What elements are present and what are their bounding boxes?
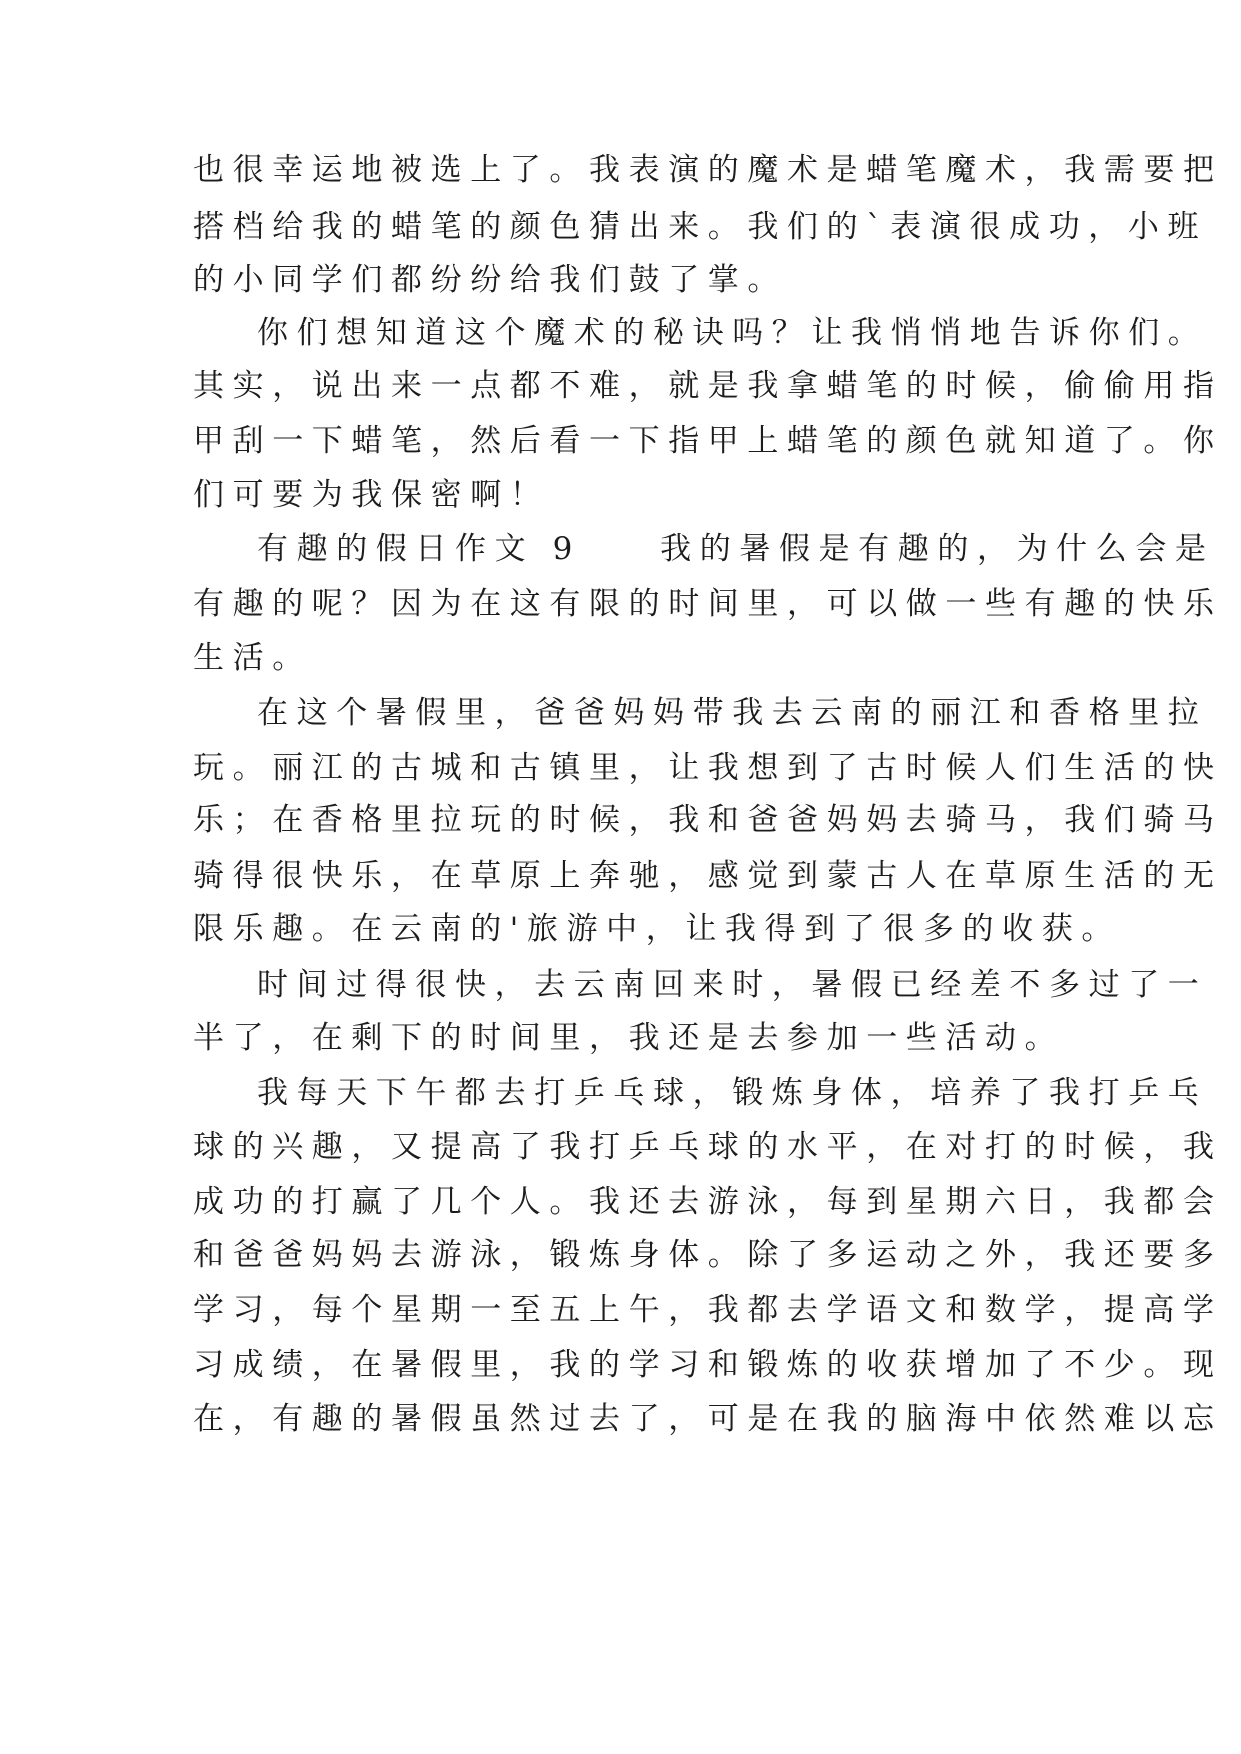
text-line: 骑得很快乐，在草原上奔驰，感觉到蒙古人在草原生活的无 xyxy=(193,858,1223,894)
text-line: 和爸爸妈妈去游泳，锻炼身体。除了多运动之外，我还要多 xyxy=(193,1237,1223,1273)
paragraph-start-line: 我每天下午都去打乒乓球，锻炼身体，培养了我打乒乓 xyxy=(257,1075,1208,1111)
text-line: 乐；在香格里拉玩的时候，我和爸爸妈妈去骑马，我们骑马 xyxy=(193,802,1223,838)
text-line: 其实，说出来一点都不难，就是我拿蜡笔的时候，偷偷用指 xyxy=(193,368,1223,404)
text-line: 球的兴趣，又提高了我打乒乓球的水平，在对打的时候，我 xyxy=(193,1129,1223,1165)
text-line: 有趣的呢？因为在这有限的时间里，可以做一些有趣的快乐 xyxy=(193,586,1223,622)
text-line: 也很幸运地被选上了。我表演的魔术是蜡笔魔术，我需要把 xyxy=(193,152,1223,188)
text-line: 半了，在剩下的时间里，我还是去参加一些活动。 xyxy=(193,1020,1065,1056)
text-line: 甲刮一下蜡笔，然后看一下指甲上蜡笔的颜色就知道了。你 xyxy=(193,423,1223,459)
text-line: 习成绩，在暑假里，我的学习和锻炼的收获增加了不少。现 xyxy=(193,1347,1223,1383)
text-line: 们可要为我保密啊！ xyxy=(193,477,550,513)
paragraph-start-line: 你们想知道这个魔术的秘诀吗？让我悄悄地告诉你们。 xyxy=(257,315,1208,351)
text-line: 学习，每个星期一至五上午，我都去学语文和数学，提高学 xyxy=(193,1292,1223,1328)
paragraph-start-line: 在这个暑假里，爸爸妈妈带我去云南的丽江和香格里拉 xyxy=(257,695,1208,731)
text-line: 生活。 xyxy=(193,640,312,676)
text-line: 搭档给我的蜡笔的颜色猜出来。我们的`表演很成功，小班 xyxy=(193,209,1208,245)
section-heading-line: 有趣的假日作文 9 我的暑假是有趣的，为什么会是 xyxy=(257,531,1215,567)
paragraph-start-line: 时间过得很快，去云南回来时，暑假已经差不多过了一 xyxy=(257,967,1208,1003)
text-line: 玩。丽江的古城和古镇里，让我想到了古时候人们生活的快 xyxy=(193,750,1223,786)
text-line: 成功的打赢了几个人。我还去游泳，每到星期六日，我都会 xyxy=(193,1184,1223,1220)
text-line: 的小同学们都纷纷给我们鼓了掌。 xyxy=(193,262,787,298)
text-line: 在，有趣的暑假虽然过去了，可是在我的脑海中依然难以忘 xyxy=(193,1401,1223,1437)
text-line: 限乐趣。在云南的'旅游中，让我得到了很多的收获。 xyxy=(193,911,1121,947)
